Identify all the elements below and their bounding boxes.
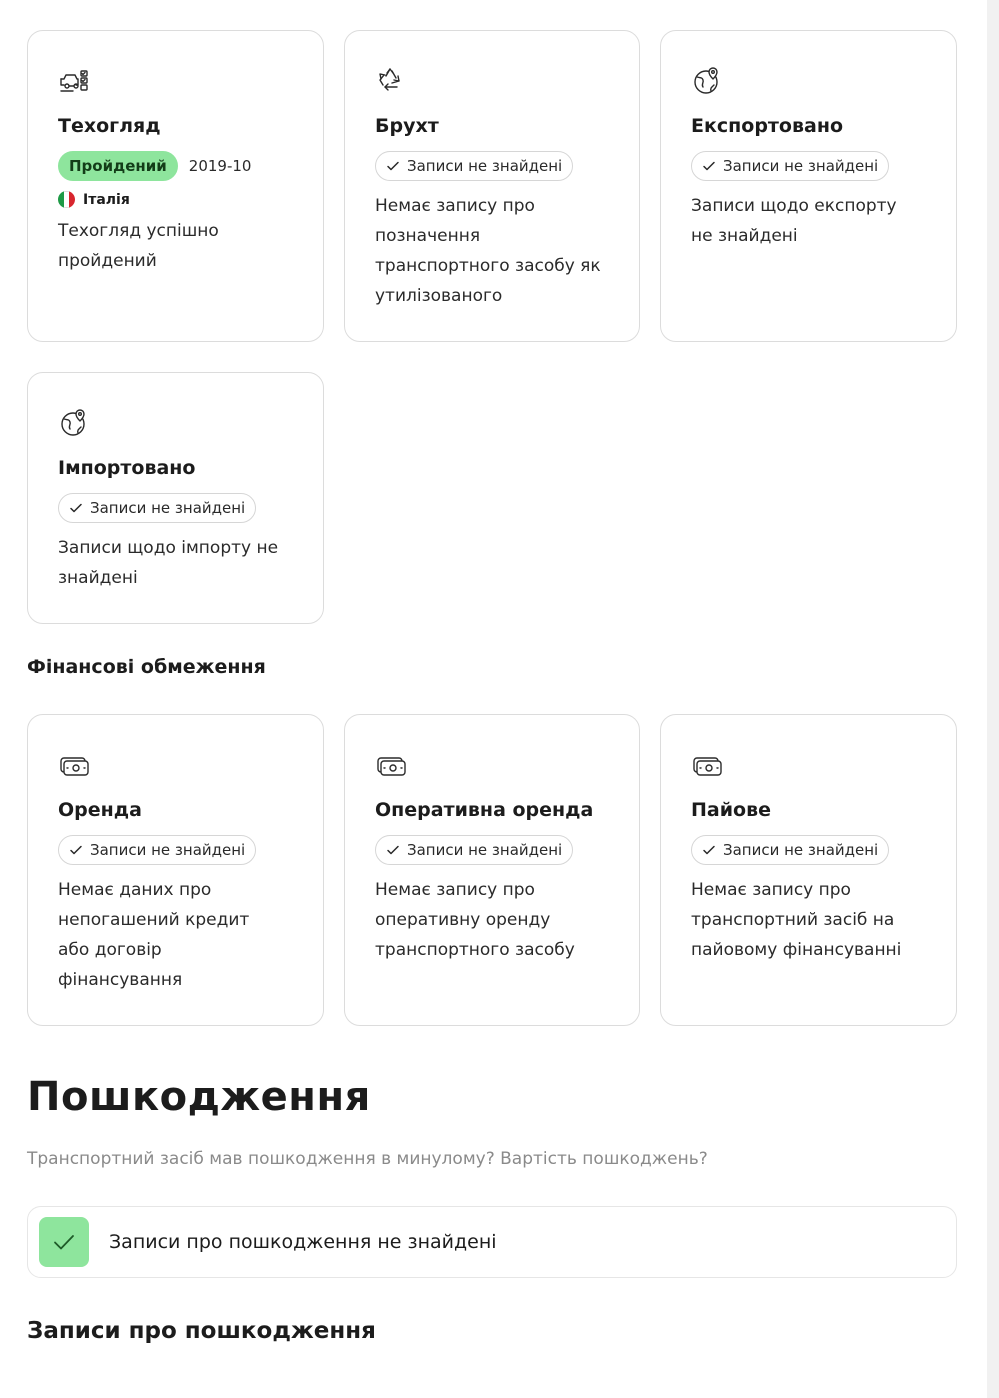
status-row: [375, 151, 609, 181]
check-icon: [386, 159, 400, 173]
description-line: не знайдені: [691, 226, 798, 246]
description-line: оперативну оренду: [375, 910, 551, 930]
recycle-icon: [375, 65, 407, 97]
status-text: Записи не знайдені: [407, 841, 563, 859]
status-text: Записи не знайдені: [723, 841, 879, 859]
check-icon: [386, 843, 400, 857]
money-icon: [58, 749, 90, 781]
globe-pin-icon: [58, 407, 90, 439]
status-row: [375, 835, 609, 865]
status-row: [58, 151, 293, 181]
country: [58, 191, 293, 208]
card-description: [691, 191, 926, 251]
damage-notice: [27, 1206, 957, 1278]
status-badge: [691, 151, 889, 181]
description-line: пайовому фінансуванні: [691, 940, 902, 960]
card-title: Експортовано: [691, 115, 844, 137]
description-line: або договір: [58, 940, 162, 960]
description-line: утилізованого: [375, 286, 503, 306]
status-badge: [691, 835, 889, 865]
italy-flag-icon: [58, 191, 75, 208]
description-line: Немає запису про: [375, 880, 535, 900]
inspection-date: 2019-10: [188, 157, 252, 175]
card-description: [58, 216, 293, 276]
check-icon: [69, 843, 83, 857]
card-description: [375, 875, 609, 965]
money-icon: [691, 749, 723, 781]
description-line: транспортного засобу: [375, 940, 575, 960]
status-badge: Пройдений: [58, 151, 178, 181]
status-text: Записи не знайдені: [723, 157, 879, 175]
status-badge: [375, 151, 573, 181]
inspection-icon: [58, 65, 90, 97]
description-line: Техогляд успішно: [58, 221, 219, 241]
card-title: Пайове: [691, 799, 771, 821]
card-share: [660, 714, 957, 1026]
card-imported: [27, 372, 324, 624]
check-icon: [702, 843, 716, 857]
money-icon: [375, 749, 407, 781]
description-line: Записи щодо імпорту не: [58, 538, 279, 558]
card-title: Оренда: [58, 799, 142, 821]
status-badge: [58, 493, 256, 523]
description-line: транспортний засіб на: [691, 910, 895, 930]
description-line: пройдений: [58, 251, 157, 271]
status-badge: [58, 835, 256, 865]
country-name: Італія: [83, 191, 130, 208]
status-row: [58, 835, 293, 865]
status-row: [691, 835, 926, 865]
status-text: Записи не знайдені: [407, 157, 563, 175]
card-title: Брухт: [375, 115, 439, 137]
card-exported: [660, 30, 957, 342]
card-description: [691, 875, 926, 965]
check-icon: [39, 1217, 89, 1267]
check-icon: [69, 501, 83, 515]
description-line: Немає запису про: [691, 880, 851, 900]
card-scrap: [344, 30, 640, 342]
card-operative-rent: [344, 714, 640, 1026]
status-row: [691, 151, 926, 181]
description-line: непогашений кредит: [58, 910, 250, 930]
notice-text: Записи про пошкодження не знайдені: [109, 1231, 497, 1253]
description-line: Немає запису про: [375, 196, 535, 216]
description-line: фінансування: [58, 970, 183, 990]
card-description: [58, 533, 293, 593]
card-rent: [27, 714, 324, 1026]
status-text: Записи не знайдені: [90, 499, 246, 517]
card-title: Техогляд: [58, 115, 161, 137]
status-text: Записи не знайдені: [90, 841, 246, 859]
damage-title: Пошкодження: [27, 1074, 371, 1120]
card-description: [375, 191, 609, 311]
section-heading-finance: Фінансові обмеження: [27, 656, 266, 678]
card-inspection: [27, 30, 324, 342]
description-line: Записи щодо експорту: [691, 196, 897, 216]
description-line: знайдені: [58, 568, 138, 588]
scrollbar-track[interactable]: [987, 0, 999, 1398]
card-title: Оперативна оренда: [375, 799, 594, 821]
card-description: [58, 875, 293, 995]
status-badge: [375, 835, 573, 865]
status-row: [58, 493, 293, 523]
damage-records-heading: Записи про пошкодження: [27, 1318, 376, 1344]
description-line: позначення: [375, 226, 481, 246]
card-title: Імпортовано: [58, 457, 196, 479]
damage-subtitle: Транспортний засіб мав пошкодження в минулому? Вартість пошкоджень?: [27, 1149, 708, 1169]
check-icon: [702, 159, 716, 173]
globe-pin-icon: [691, 65, 723, 97]
description-line: транспортного засобу як: [375, 256, 601, 276]
description-line: Немає даних про: [58, 880, 212, 900]
